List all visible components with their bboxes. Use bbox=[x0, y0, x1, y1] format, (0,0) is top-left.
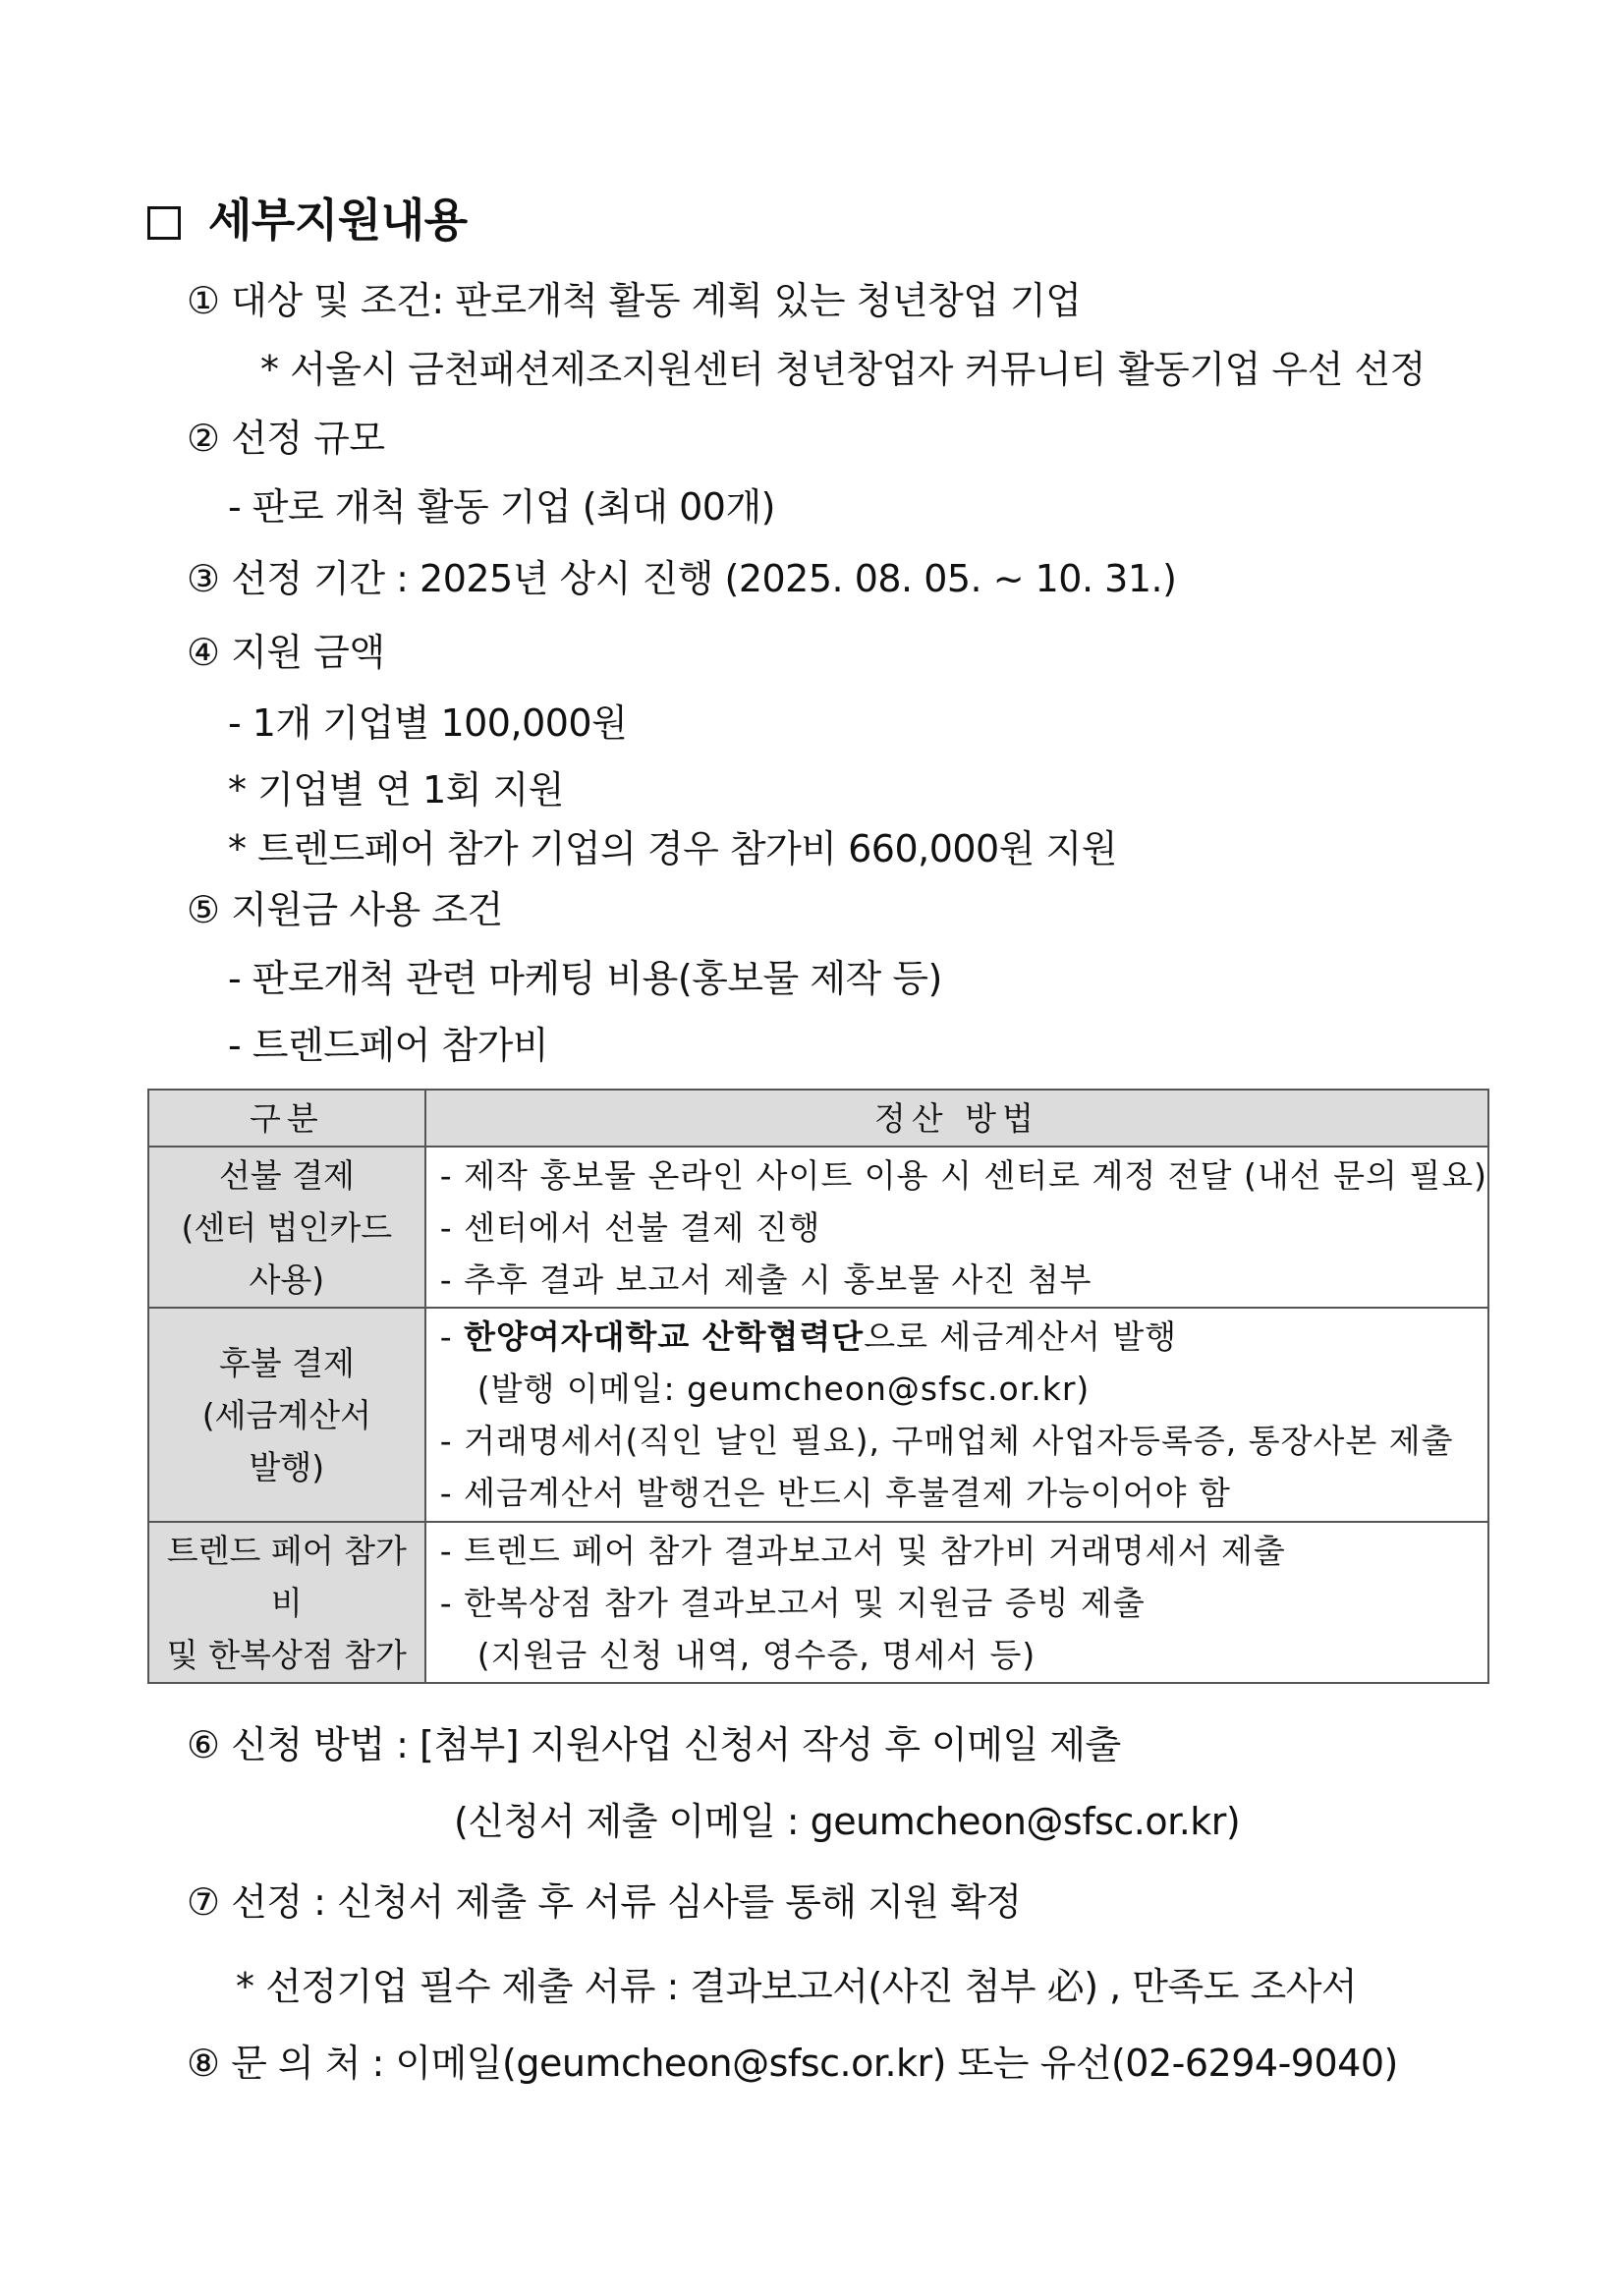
item-6-application-method: ⑥ 신청 방법 : [첨부] 지원사업 신청서 작성 후 이메일 제출 bbox=[187, 1723, 1121, 1766]
item-5-detail-2: - 트렌드페어 참가비 bbox=[228, 1024, 549, 1067]
table-row bbox=[148, 1522, 1488, 1683]
item-5-detail-1: - 판로개척 관련 마케팅 비용(홍보물 제작 등) bbox=[228, 957, 942, 1000]
section-heading bbox=[147, 193, 468, 248]
settlement-table bbox=[147, 1089, 1489, 1684]
row-label-trendfair: 트렌드 페어 참가비 및 한복상점 참가 bbox=[148, 1522, 425, 1683]
row-label-postpaid: 후불 결제 (세금계산서 발행) bbox=[148, 1308, 425, 1522]
item-3-selection-period: ③ 선정 기간 : 2025년 상시 진행 (2025. 08. 05. ~ 10. 31.) bbox=[187, 557, 1177, 600]
item-7-note: * 선정기업 필수 제출 서류 : 결과보고서(사진 첨부 必) , 만족도 조사서 bbox=[236, 1965, 1358, 2008]
item-8-contact: ⑧ 문 의 처 : 이메일(geumcheon@sfsc.or.kr) 또는 유선(02-6294-9040) bbox=[187, 2042, 1398, 2085]
section-heading-text: 세부지원내용 bbox=[208, 194, 468, 247]
list-item: - 트렌드 페어 참가 결과보고서 및 참가비 거래명세서 제출 bbox=[439, 1531, 1286, 1570]
item-1-note: * 서울시 금천패션제조지원센터 청년창업자 커뮤니티 활동기업 우선 선정 bbox=[260, 348, 1426, 391]
list-item: - 세금계산서 발행건은 반드시 후불결제 가능이어야 함 bbox=[439, 1474, 1231, 1512]
item-4-detail: - 1개 기업별 100,000원 bbox=[228, 701, 628, 745]
item-2-selection-scale: ② 선정 규모 bbox=[187, 417, 385, 460]
item-4-note-2: * 트렌드페어 참가 기업의 경우 참가비 660,000원 지원 bbox=[228, 827, 1117, 870]
list-item-email: (발행 이메일: geumcheon@sfsc.or.kr) bbox=[476, 1370, 1091, 1408]
row-label-prepaid: 선불 결제 (센터 법인카드 사용) bbox=[148, 1147, 425, 1308]
list-item: - 제작 홍보물 온라인 사이트 이용 시 센터로 계정 전달 (내선 문의 필요) bbox=[439, 1155, 1487, 1195]
item-4-support-amount: ④ 지원 금액 bbox=[187, 631, 385, 674]
item-7-selection: ⑦ 선정 : 신청서 제출 후 서류 심사를 통해 지원 확정 bbox=[187, 1880, 1022, 1924]
item-1-target-conditions: ① 대상 및 조건: 판로개척 활동 계획 있는 청년창업 기업 bbox=[187, 279, 1082, 322]
item-5-usage-conditions: ⑤ 지원금 사용 조건 bbox=[187, 888, 503, 931]
list-item: - 센터에서 선불 결제 진행 bbox=[439, 1207, 821, 1247]
table-row bbox=[148, 1147, 1488, 1308]
item-2-detail: - 판로 개척 활동 기업 (최대 00개) bbox=[228, 485, 775, 529]
item-6-email: (신청서 제출 이메일 : geumcheon@sfsc.or.kr) bbox=[454, 1800, 1241, 1843]
item-4-note-1: * 기업별 연 1회 지원 bbox=[228, 768, 564, 812]
list-item: (지원금 신청 내역, 영수증, 명세서 등) bbox=[476, 1635, 1036, 1674]
table-header-category: 구분 bbox=[148, 1090, 425, 1147]
list-item: - 거래명세서(직인 날인 필요), 구매업체 사업자등록증, 통장사본 제출 bbox=[439, 1422, 1454, 1460]
list-item: - 한복상점 참가 결과보고서 및 지원금 증빙 제출 bbox=[439, 1583, 1146, 1622]
table-header-row bbox=[148, 1090, 1488, 1147]
list-item: - 추후 결과 보고서 제출 시 홍보물 사진 첨부 bbox=[439, 1260, 1092, 1299]
issuer-name: 한양여자대학교 산학협력단 bbox=[464, 1317, 865, 1356]
row-body-trendfair bbox=[425, 1522, 1488, 1683]
table-row bbox=[148, 1308, 1488, 1522]
list-item: - 한양여자대학교 산학협력단으로 세금계산서 발행 bbox=[439, 1317, 1178, 1356]
row-body-postpaid bbox=[425, 1308, 1488, 1522]
table-header-method: 정산 방법 bbox=[425, 1090, 1488, 1147]
checkbox-square-icon bbox=[147, 206, 181, 240]
row-body-prepaid bbox=[425, 1147, 1488, 1308]
